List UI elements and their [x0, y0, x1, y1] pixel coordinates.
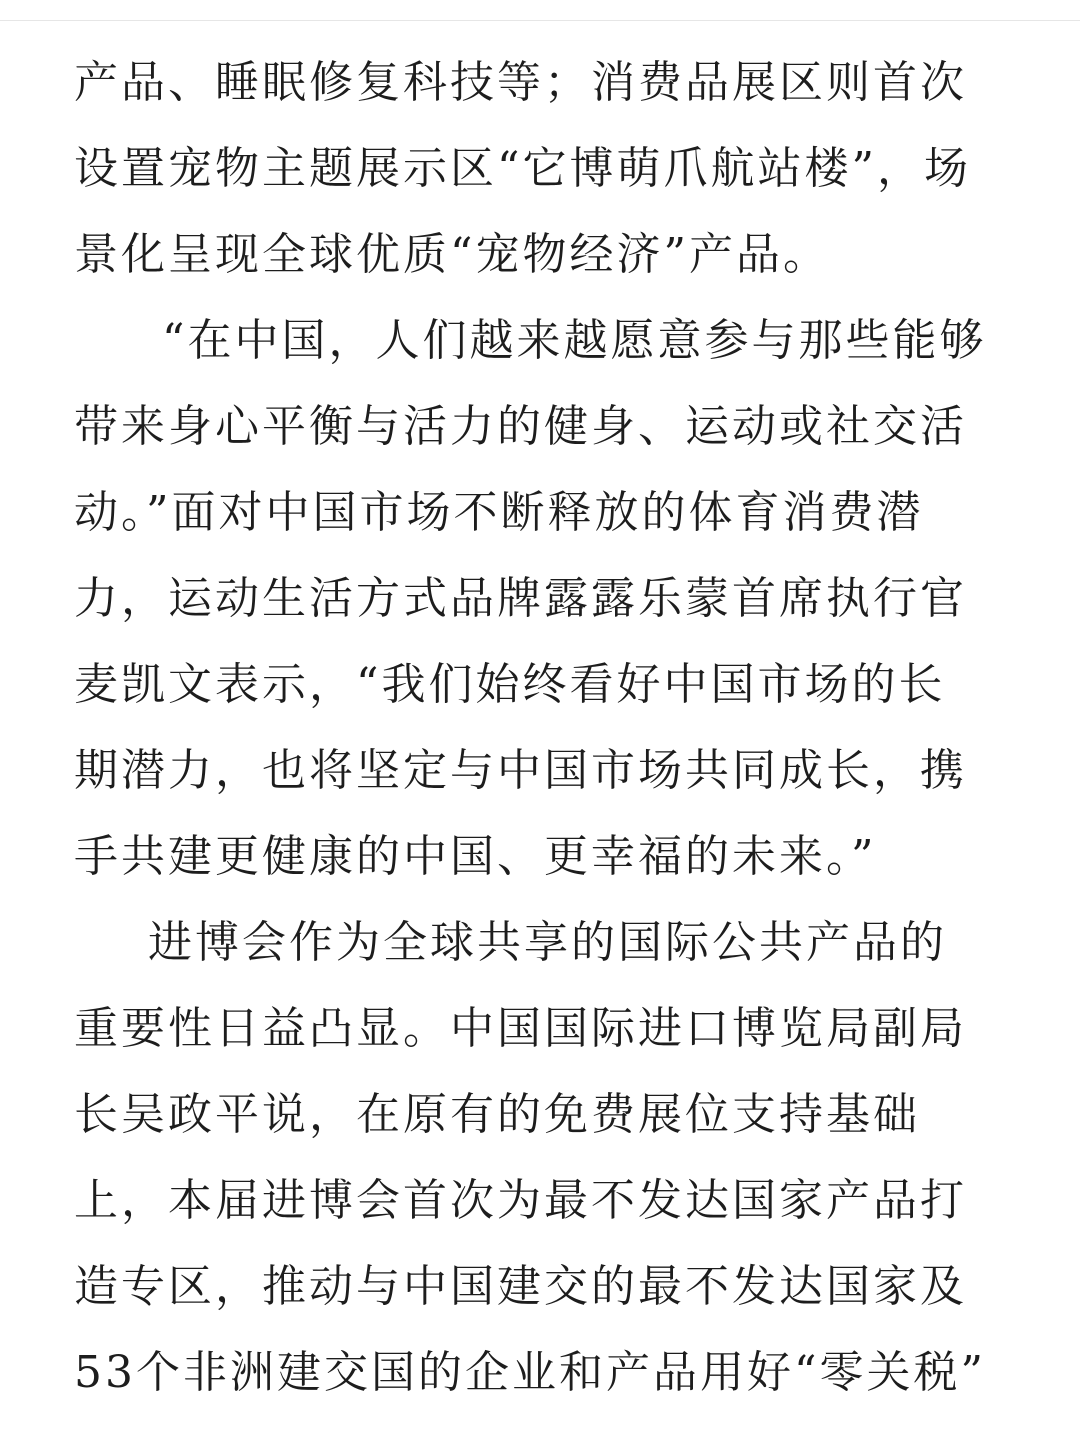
paragraph-2-line-7: 手共建更健康的中国、更幸福的未来。” — [74, 831, 877, 882]
paragraph-3-line-4: 上，本届进博会首次为最不发达国家产品打 — [74, 1175, 967, 1226]
paragraph-2-line-4: 力，运动生活方式品牌露露乐蒙首席执行官 — [74, 573, 967, 624]
paragraph-1-line-3: 景化呈现全球优质“宠物经济”产品。 — [74, 229, 830, 280]
paragraph-3-line-1: 进博会作为全球共享的国际公共产品的 — [148, 917, 947, 968]
paragraph-2-line-6: 期潜力，也将坚定与中国市场共同成长，携 — [74, 745, 967, 796]
paragraph-3-line-3: 长吴政平说，在原有的免费展位支持基础 — [74, 1089, 920, 1140]
paragraph-3-line-5: 造专区，推动与中国建交的最不发达国家及 — [74, 1261, 967, 1312]
paragraph-2-line-1: “在中国，人们越来越愿意参与那些能够 — [162, 315, 987, 366]
paragraph-2-line-3: 动。”面对中国市场不断释放的体育消费潜 — [74, 487, 924, 538]
article-body — [74, 40, 1014, 1416]
top-divider — [0, 20, 1080, 21]
paragraph-3-line-2: 重要性日益凸显。中国国际进口博览局副局 — [74, 1003, 967, 1054]
paragraph-1-line-2: 设置宠物主题展示区“它博萌爪航站楼”，场 — [74, 143, 971, 194]
paragraph-1-line-1: 产品、睡眠修复科技等；消费品展区则首次 — [74, 57, 967, 108]
paragraph-2-line-5: 麦凯文表示，“我们始终看好中国市场的长 — [74, 659, 946, 710]
paragraph-2-line-2: 带来身心平衡与活力的健身、运动或社交活 — [74, 401, 967, 452]
paragraph-3-line-6: 53个非洲建交国的企业和产品用好“零关税” — [74, 1347, 986, 1398]
